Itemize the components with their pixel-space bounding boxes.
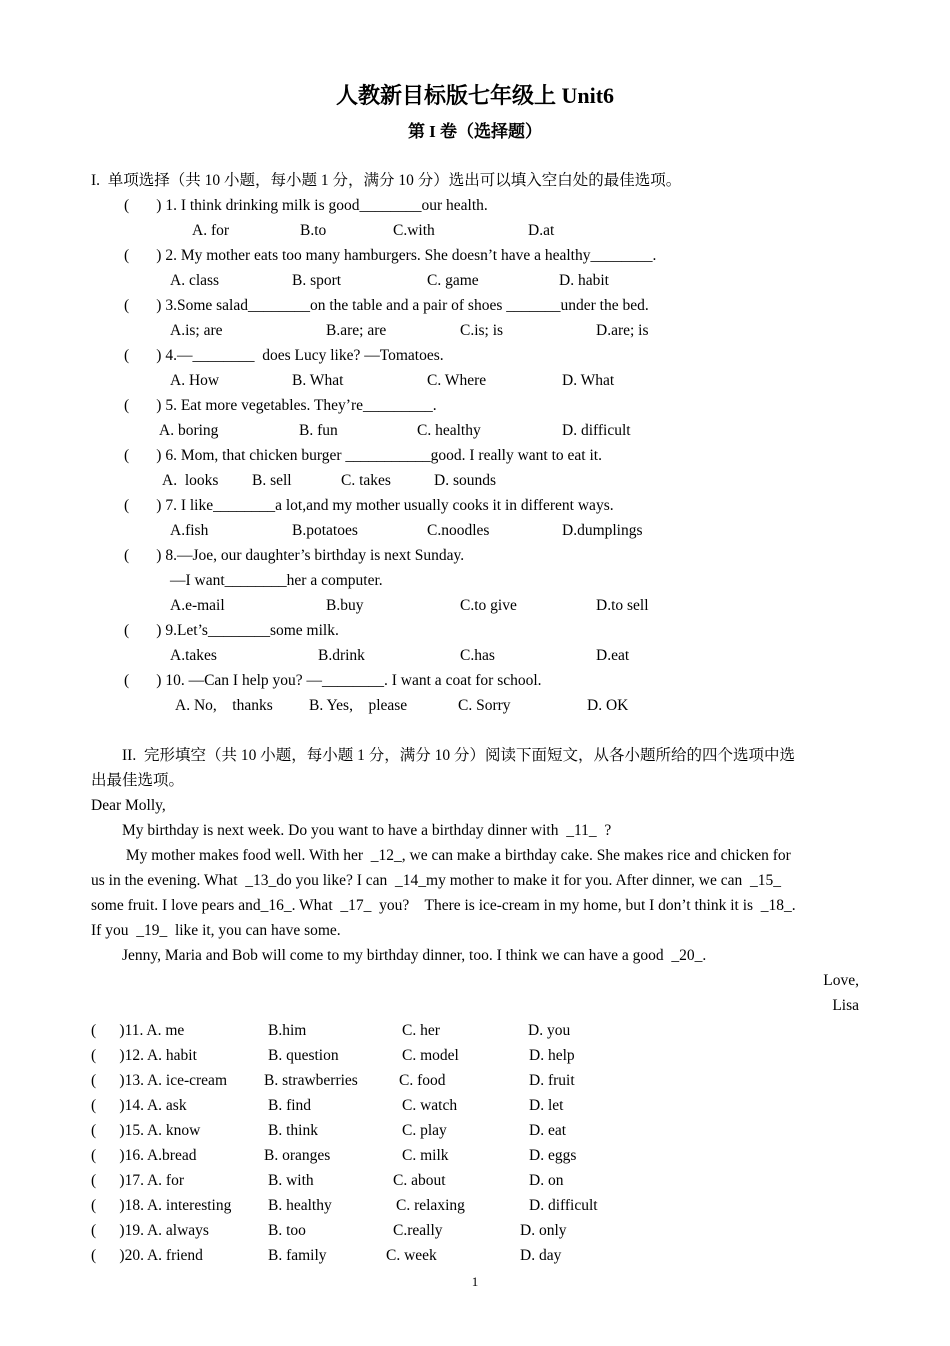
answer-option: B.potatoes — [292, 522, 358, 539]
cloze-option: B. question — [268, 1047, 339, 1064]
question-stem: ( ) 7. I like________a lot,and my mother usually cooks it in different ways. — [124, 497, 614, 514]
answer-option: A.takes — [170, 647, 217, 664]
cloze-question: ( )20. A. friend — [91, 1247, 203, 1264]
answer-option: B. Yes, please — [309, 697, 408, 714]
cloze-option: B. too — [268, 1222, 306, 1239]
answer-option: C.has — [460, 647, 495, 664]
section2-heading-line2: 出最佳选项。 — [91, 772, 185, 789]
cloze-option: B. with — [268, 1172, 314, 1189]
answer-option: C.to give — [460, 597, 517, 614]
cloze-option: D. day — [520, 1247, 562, 1264]
answer-option: A. class — [170, 272, 220, 289]
question-stem: ( ) 2. My mother eats too many hamburgers. She doesn’t have a healthy________. — [124, 247, 657, 264]
answer-option: A. looks — [162, 472, 219, 489]
cloze-option: D. help — [529, 1047, 575, 1064]
cloze-question: ( )16. A.bread — [91, 1147, 197, 1164]
answer-option: A.fish — [170, 522, 209, 539]
answer-option: D. sounds — [434, 472, 497, 489]
question-stem: ( ) 1. I think drinking milk is good________our health. — [124, 197, 488, 214]
cloze-question: ( )19. A. always — [91, 1222, 209, 1239]
letter-signature: Lisa — [832, 997, 859, 1014]
cloze-option: C. week — [386, 1247, 437, 1264]
answer-option: D. What — [562, 372, 615, 389]
cloze-option: C. her — [402, 1022, 440, 1039]
answer-option: A.is; are — [170, 322, 223, 339]
cloze-option: B. strawberries — [264, 1072, 358, 1089]
answer-option: C.noodles — [427, 522, 490, 539]
answer-option: B. What — [292, 372, 344, 389]
question-stem: ( ) 9.Let’s________some milk. — [124, 622, 339, 639]
cloze-option: D. only — [520, 1222, 567, 1239]
letter-line: us in the evening. What _13_do you like? I can _14_my mother to make it for you. After dinner, we can _15_ — [91, 872, 781, 889]
cloze-question: ( )13. A. ice-cream — [91, 1072, 227, 1089]
letter-line: some fruit. I love pears and_16_. What _17_ you? There is ice-cream in my home, but I don’t think it is _18_. — [91, 897, 796, 914]
answer-option: D. difficult — [562, 422, 631, 439]
page-number: 1 — [471, 1274, 479, 1289]
cloze-option: C. about — [393, 1172, 446, 1189]
cloze-option: B.him — [268, 1022, 307, 1039]
letter-closing: Love, — [823, 972, 859, 989]
answer-option: A. for — [192, 222, 230, 239]
cloze-question: ( )14. A. ask — [91, 1097, 187, 1114]
answer-option: B. sport — [292, 272, 342, 289]
cloze-option: D. let — [529, 1097, 564, 1114]
question-stem: ( ) 4.—________ does Lucy like? —Tomatoes. — [124, 347, 444, 364]
page-subtitle: 第 I 卷（选择题） — [407, 122, 543, 141]
cloze-option: D. on — [529, 1172, 564, 1189]
letter-line: If you _19_ like it, you can have some. — [91, 922, 341, 939]
cloze-option: B. find — [268, 1097, 312, 1114]
cloze-option: C. model — [402, 1047, 459, 1064]
cloze-option: B. oranges — [264, 1147, 331, 1164]
answer-option: D.to sell — [596, 597, 649, 614]
cloze-option: B. family — [268, 1247, 327, 1264]
page-title: 人教新目标版七年级上 Unit6 — [335, 83, 615, 108]
answer-option: D.are; is — [596, 322, 649, 339]
answer-option: C.is; is — [460, 322, 504, 339]
question-stem: ( ) 8.—Joe, our daughter’s birthday is next Sunday. — [124, 547, 465, 564]
answer-option: B.drink — [318, 647, 365, 664]
cloze-question: ( )11. A. me — [91, 1022, 185, 1039]
answer-option: B. sell — [252, 472, 292, 489]
cloze-option: C. relaxing — [396, 1197, 465, 1214]
question-stem: ( ) 10. —Can I help you? —________. I want a coat for school. — [124, 672, 542, 689]
cloze-option: C. play — [402, 1122, 447, 1139]
cloze-question: ( )15. A. know — [91, 1122, 201, 1139]
letter-line: My birthday is next week. Do you want to have a birthday dinner with _11_ ? — [91, 822, 612, 839]
answer-option: D.dumplings — [562, 522, 643, 539]
cloze-option: D. fruit — [529, 1072, 575, 1089]
answer-option: D. OK — [587, 697, 629, 714]
cloze-question: ( )12. A. habit — [91, 1047, 197, 1064]
answer-option: C. Sorry — [458, 697, 511, 714]
question-stem: ( ) 5. Eat more vegetables. They’re_________. — [124, 397, 437, 414]
section1-heading: I. 单项选择（共 10 小题，每小题 1 分，满分 10 分）选出可以填入空白处的最佳选项。 — [91, 172, 682, 189]
answer-option: C.with — [393, 222, 435, 239]
letter-line: Jenny, Maria and Bob will come to my birthday dinner, too. I think we can have a good _20_. — [91, 947, 707, 964]
cloze-question: ( )18. A. interesting — [91, 1197, 232, 1214]
answer-option: B.to — [300, 222, 327, 239]
cloze-option: C. watch — [402, 1097, 458, 1114]
cloze-question: ( )17. A. for — [91, 1172, 184, 1189]
answer-option: D.at — [528, 222, 555, 239]
cloze-option: B. think — [268, 1122, 318, 1139]
cloze-option: D. you — [528, 1022, 571, 1039]
answer-option: B.are; are — [326, 322, 387, 339]
letter-greeting: Dear Molly, — [91, 797, 166, 814]
answer-option: A. No, thanks — [175, 697, 273, 714]
answer-option: C. healthy — [417, 422, 481, 439]
answer-option: A. How — [170, 372, 220, 389]
section2-heading-line1: II. 完形填空（共 10 小题，每小题 1 分，满分 10 分）阅读下面短文，从各小题所给的四个选项中选 — [122, 747, 795, 764]
answer-option: B. fun — [299, 422, 338, 439]
answer-option: D.eat — [596, 647, 630, 664]
cloze-option: D. eggs — [529, 1147, 577, 1164]
cloze-option: B. healthy — [268, 1197, 332, 1214]
answer-option: C. game — [427, 272, 479, 289]
cloze-option: C. milk — [402, 1147, 449, 1164]
cloze-option: D. difficult — [529, 1197, 598, 1214]
answer-option: C. takes — [341, 472, 391, 489]
question-stem-continued: —I want________her a computer. — [170, 572, 383, 589]
cloze-option: C. food — [399, 1072, 446, 1089]
cloze-option: D. eat — [529, 1122, 567, 1139]
answer-option: A.e-mail — [170, 597, 225, 614]
answer-option: C. Where — [427, 372, 487, 389]
answer-option: D. habit — [559, 272, 609, 289]
question-stem: ( ) 3.Some salad________on the table and a pair of shoes _______under the bed. — [124, 297, 649, 314]
answer-option: A. boring — [159, 422, 219, 439]
question-stem: ( ) 6. Mom, that chicken burger ___________good. I really want to eat it. — [124, 447, 602, 464]
letter-line: My mother makes food well. With her _12_, we can make a birthday cake. She makes rice and chicken for — [91, 847, 791, 864]
answer-option: B.buy — [326, 597, 364, 614]
cloze-option: C.really — [393, 1222, 443, 1239]
